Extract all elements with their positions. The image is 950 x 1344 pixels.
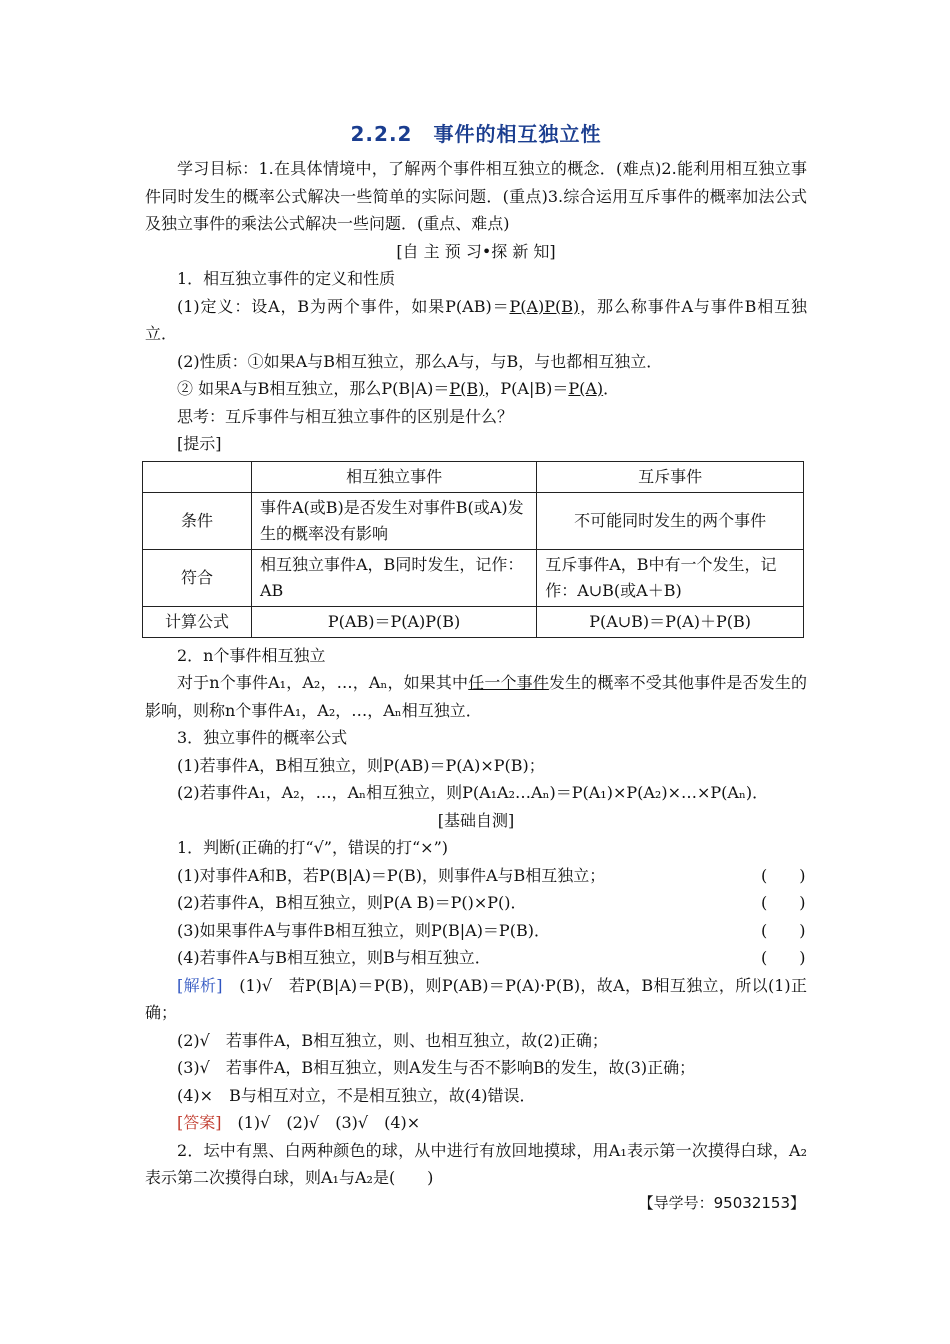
analysis-text: (1)√ 若P(B|A)＝P(B)，则P(AB)＝P(A)·P(B)，故A，B相互独立，所以(1)正确； [145, 975, 807, 1022]
question-2: 2．坛中有黑、白两种颜色的球，从中进行有放回地摸球，用A₁表示第一次摸得白球，A₂表示第二次摸得白球，则A₁与A₂是( ) [145, 1140, 807, 1187]
formula-1: (1)若事件A，B相互独立，则P(AB)＝P(A)×P(B)； [177, 755, 545, 775]
table-cell: P(A∪B)＝P(A)＋P(B) [537, 606, 804, 637]
section-heading-preview: [自 主 预 习•探 新 知] [396, 241, 556, 261]
answer-text: (1)√ (2)√ (3)√ (4)× [221, 1113, 421, 1132]
judgement-item [145, 917, 807, 945]
analysis-line-4: (4)× B与相互对立，不是相互独立，故(4)错误． [177, 1085, 536, 1105]
judgement-item [145, 944, 807, 972]
property-2-fill-1: P(B) [449, 379, 485, 398]
definition-fill: P(A)P(B) [509, 296, 580, 316]
table-cell: P(AB)＝P(A)P(B) [252, 606, 537, 637]
section-heading-self-test: [基础自测] [437, 810, 515, 830]
table-header-cell: 相互独立事件 [252, 461, 537, 492]
answer-tag: [答案] [177, 1113, 222, 1132]
analysis-tag: [解析] [177, 975, 223, 995]
definition-line [145, 293, 807, 348]
table-cell: 计算公式 [143, 606, 252, 637]
n-events-pre: 对于n个事件A₁，A₂，…，Aₙ，如果其中 [177, 673, 469, 692]
definition-text: (1)定义：设A，B为两个事件，如果P(AB)＝ [177, 296, 510, 316]
property-2-text-mid: ，P(A|B)＝ [484, 379, 569, 398]
judgement-text: (1)对事件A和B，若P(B|A)＝P(B)，则事件A与B相互独立； [177, 865, 606, 885]
formula-2: (2)若事件A₁，A₂，…，Aₙ相互独立，则P(A₁A₂…Aₙ)＝P(A₁)×P(A₂)×…×P(Aₙ)． [177, 783, 769, 802]
property-1: (2)性质：①如果A与B相互独立，那么A与，与B，与也都相互独立． [177, 351, 663, 371]
question-1: 1．判断(正确的打“√”，错误的打“×”) [177, 838, 448, 857]
property-2 [145, 375, 807, 403]
table-cell: 互斥事件A，B中有一个发生，记作：A∪B(或A＋B) [537, 549, 804, 606]
table-header-row [143, 461, 804, 492]
answer-blank: ( ) [761, 893, 806, 912]
n-events-text [145, 669, 807, 724]
comparison-table [142, 461, 804, 638]
table-cell: 事件A(或B)是否发生对事件B(或A)发生的概率没有影响 [252, 492, 537, 549]
table-cell: 不可能同时发生的两个事件 [537, 492, 804, 549]
analysis-line-3: (3)√ 若事件A，B相互独立，则A发生与否不影响B的发生，故(3)正确； [177, 1058, 696, 1077]
property-2-text: ② 如果A与B相互独立，那么P(B|A)＝ [177, 379, 450, 398]
learning-goals: 学习目标：1.在具体情境中，了解两个事件相互独立的概念．(难点)2.能利用相互独立事件同时发生的概率公式解决一些简单的实际问题．(重点)3.综合运用互斥事件的概率加法公式及独立事件的乘法公式解决一些问题．(重点、难点) [145, 159, 807, 233]
answer-blank: ( ) [761, 920, 806, 940]
think-question: 思考：互斥事件与相互独立事件的区别是什么？ [177, 406, 514, 426]
table-row [143, 549, 804, 606]
table-cell: 相互独立事件A，B同时发生，记作：AB [252, 549, 537, 606]
n-events-post: 发生的概率不受其他事件是否发生的影响，则称n个事件A₁，A₂，…，Aₙ相互独立． [145, 673, 807, 720]
judgement-item [145, 862, 807, 890]
answer-line [145, 1109, 807, 1137]
judgement-text: (3)如果事件A与事件B相互独立，则P(B|A)＝P(B)． [177, 920, 550, 940]
heading-definition: 1．相互独立事件的定义和性质 [177, 269, 396, 288]
analysis-line-1 [145, 972, 807, 1027]
definition-text-end: ，那么称事件A与事件B相互独立． [145, 296, 807, 343]
judgement-item [145, 889, 807, 917]
heading-n-events: 2．n个事件相互独立 [177, 645, 326, 665]
document-page [145, 118, 807, 1192]
analysis-line-2: (2)√ 若事件A，B相互独立，则、也相互独立，故(2)正确； [177, 1030, 608, 1050]
property-2-fill-2: P(A) [568, 379, 604, 398]
n-events-fill: 任一个事件 [468, 673, 549, 692]
property-2-text-end: ． [603, 379, 620, 398]
page-title: 2.2.2 事件的相互独立性 [350, 122, 602, 146]
guide-number: 【导学号：95032153】 [638, 1194, 805, 1212]
table-row [143, 492, 804, 549]
heading-formula: 3．独立事件的概率公式 [177, 728, 348, 747]
table-header-cell [143, 461, 252, 492]
table-cell: 符合 [143, 549, 252, 606]
table-header-cell: 互斥事件 [537, 461, 804, 492]
table-cell: 条件 [143, 492, 252, 549]
judgement-text: (2)若事件A，B相互独立，则P(A B)＝P()×P()． [177, 893, 527, 912]
answer-blank: ( ) [761, 865, 806, 885]
answer-blank: ( ) [761, 948, 806, 967]
table-row [143, 606, 804, 637]
judgement-text: (4)若事件A与B相互独立，则B与相互独立． [177, 948, 491, 967]
hint-label: [提示] [177, 434, 222, 453]
